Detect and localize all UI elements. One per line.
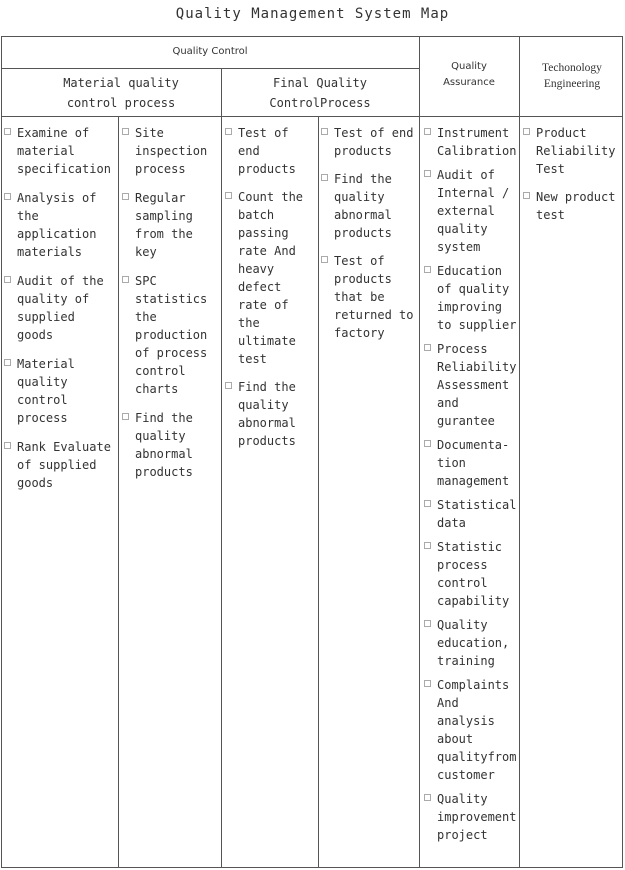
list-item bbox=[423, 616, 518, 670]
header-material-process: Material quality control process bbox=[63, 76, 179, 110]
list-item bbox=[224, 188, 316, 368]
list-item bbox=[224, 378, 316, 450]
list-item-label: Statistical data bbox=[437, 498, 517, 530]
list-item bbox=[121, 124, 219, 178]
column-engineering bbox=[522, 124, 621, 234]
list-item-label: Count the batch passing rate And heavy defect rate of the ultimate test bbox=[238, 190, 304, 366]
list-item bbox=[423, 790, 518, 844]
page-title: Quality Management System Map bbox=[175, 6, 450, 22]
list-item bbox=[224, 124, 316, 178]
checkbox-icon bbox=[424, 344, 431, 351]
divider bbox=[419, 36, 420, 868]
list-item bbox=[320, 124, 416, 160]
checkbox-icon bbox=[424, 680, 431, 687]
list-item bbox=[423, 340, 518, 430]
checkbox-icon bbox=[4, 442, 11, 449]
column-material-b bbox=[121, 124, 219, 492]
list-item-label: Complaints And analysis about qualityfrom customer bbox=[437, 678, 517, 782]
checkbox-icon bbox=[122, 413, 129, 420]
list-item bbox=[522, 188, 621, 224]
list-item-label: SPC statistics the production of process control charts bbox=[135, 274, 208, 396]
list-item-label: Find the quality abnormal products bbox=[238, 380, 296, 448]
list-item bbox=[423, 538, 518, 610]
list-item bbox=[423, 436, 518, 490]
checkbox-icon bbox=[225, 382, 232, 389]
list-item bbox=[423, 676, 518, 784]
list-item-label: Find the quality abnormal products bbox=[135, 411, 193, 479]
list-item bbox=[423, 262, 518, 334]
checkbox-icon bbox=[4, 128, 11, 135]
checkbox-icon bbox=[225, 128, 232, 135]
list-item-label: Process Reliability Assessment and gurantee bbox=[437, 342, 517, 428]
list-item-label: Quality education, training bbox=[437, 618, 510, 668]
list-item-label: Audit of Internal / external quality system bbox=[437, 168, 510, 254]
list-item-label: Regular sampling from the key bbox=[135, 191, 193, 259]
list-item-label: Quality improvement project bbox=[437, 792, 517, 842]
header-final-process: Final Quality ControlProcess bbox=[269, 76, 371, 110]
column-assurance bbox=[423, 124, 518, 850]
list-item-label: Examine of material specification bbox=[17, 126, 111, 176]
header-quality-control: Quality Control bbox=[172, 46, 248, 57]
column-final-a bbox=[224, 124, 316, 460]
list-item-label: Statistic process control capability bbox=[437, 540, 510, 608]
list-item bbox=[522, 124, 621, 178]
list-item-label: Test of products that be returned to factory bbox=[334, 254, 414, 340]
list-item-label: Rank Evaluate of supplied goods bbox=[17, 440, 111, 490]
checkbox-icon bbox=[122, 193, 129, 200]
list-item-label: Site inspection process bbox=[135, 126, 208, 176]
list-item bbox=[3, 438, 116, 492]
checkbox-icon bbox=[225, 192, 232, 199]
checkbox-icon bbox=[424, 542, 431, 549]
header-quality-assurance: Quality Assurance bbox=[443, 61, 495, 88]
list-item bbox=[423, 496, 518, 532]
checkbox-icon bbox=[424, 266, 431, 273]
checkbox-icon bbox=[321, 256, 328, 263]
list-item-label: New product test bbox=[536, 190, 616, 222]
checkbox-icon bbox=[523, 192, 530, 199]
checkbox-icon bbox=[122, 128, 129, 135]
list-item-label: Analysis of the application materials bbox=[17, 191, 97, 259]
checkbox-icon bbox=[523, 128, 530, 135]
checkbox-icon bbox=[321, 174, 328, 181]
checkbox-icon bbox=[424, 794, 431, 801]
list-item bbox=[121, 409, 219, 481]
divider bbox=[519, 36, 520, 868]
list-item-label: Documenta-tion management bbox=[437, 438, 510, 488]
list-item-label: Audit of the quality of supplied goods bbox=[17, 274, 104, 342]
checkbox-icon bbox=[4, 359, 11, 366]
checkbox-icon bbox=[4, 193, 11, 200]
list-item bbox=[121, 272, 219, 398]
checkbox-icon bbox=[4, 276, 11, 283]
divider bbox=[1, 116, 623, 117]
list-item bbox=[320, 170, 416, 242]
divider bbox=[221, 68, 222, 868]
checkbox-icon bbox=[424, 500, 431, 507]
column-material-a bbox=[3, 124, 116, 503]
header-technology-engineering: Techonology Engineering bbox=[542, 62, 602, 90]
divider bbox=[318, 116, 319, 868]
list-item bbox=[3, 355, 116, 427]
list-item bbox=[121, 189, 219, 261]
list-item-label: Material quality control process bbox=[17, 357, 75, 425]
checkbox-icon bbox=[424, 128, 431, 135]
list-item bbox=[423, 166, 518, 256]
list-item-label: Education of quality improving to supplier bbox=[437, 264, 517, 332]
list-item-label: Instrument Calibration bbox=[437, 126, 517, 158]
checkbox-icon bbox=[424, 440, 431, 447]
divider bbox=[1, 68, 419, 69]
list-item-label: Test of end products bbox=[238, 126, 296, 176]
list-item bbox=[3, 189, 116, 261]
list-item bbox=[3, 124, 116, 178]
list-item bbox=[320, 252, 416, 342]
checkbox-icon bbox=[321, 128, 328, 135]
list-item-label: Find the quality abnormal products bbox=[334, 172, 392, 240]
list-item-label: Test of end products bbox=[334, 126, 414, 158]
divider bbox=[118, 116, 119, 868]
column-final-b bbox=[320, 124, 416, 352]
checkbox-icon bbox=[424, 620, 431, 627]
checkbox-icon bbox=[122, 276, 129, 283]
checkbox-icon bbox=[424, 170, 431, 177]
list-item-label: Product Reliability Test bbox=[536, 126, 616, 176]
list-item bbox=[3, 272, 116, 344]
list-item bbox=[423, 124, 518, 160]
